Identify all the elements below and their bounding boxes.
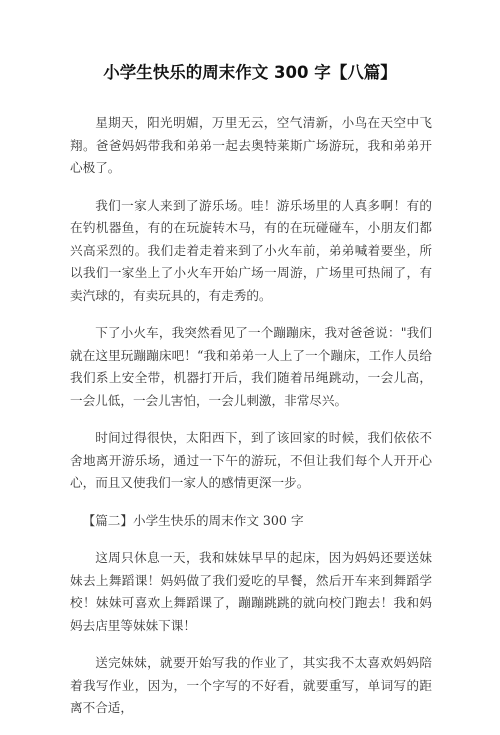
paragraph-6: 送完妹妹，就要开始写我的作业了，其实我不太喜欢妈妈陪着我写作业，因为，一个字写的不好看，就要重写，单词写的距离不合适，	[70, 655, 432, 715]
document-title: 小学生快乐的周末作文 300 字【八篇】	[103, 63, 397, 82]
section-subheading: 【篇二】小学生快乐的周末作文 300 字	[82, 512, 304, 528]
document-body	[70, 112, 432, 735]
paragraph-3: 下了小火车，我突然看见了一个蹦蹦床，我对爸爸说："我们就在这里玩蹦蹦床吧！“我和弟弟一人上了一个蹦床，工作人员给我们系上安全带，机器打开后，我们随着吊绳跳动，一会儿高，一会儿低，一会儿害怕，一会儿刺激，非常尽兴。	[70, 325, 432, 408]
paragraph-1: 星期天，阳光明媚，万里无云，空气清新，小鸟在天空中飞翔。爸爸妈妈带我和弟弟一起去奥特莱斯广场游玩，我和弟弟开心极了。	[70, 115, 432, 175]
paragraph-5: 这周只休息一天，我和妹妹早早的起床，因为妈妈还要送妹妹去上舞蹈课！妈妈做了我们爱吃的早餐，然后开车来到舞蹈学校！妹妹可喜欢上舞蹈课了，蹦蹦跳跳的就向校门跑去！我和妈妈去店里等妹妹下课！	[70, 550, 432, 633]
paragraph-4: 时间过得很快，太阳西下，到了该回家的时候，我们依依不舍地离开游乐场，通过一下午的游玩，不但让我们每个人开开心心，而且又使我们一家人的感情更深一步。	[70, 430, 432, 490]
paragraph-2: 我们一家人来到了游乐场。哇！游乐场里的人真多啊！有的在钓机器鱼，有的在玩旋转木马，有的在玩碰碰车，小朋友们都兴高采烈的。我们走着走着来到了小火车前，弟弟喊着要坐，所以我们一家坐上了小火车开始广场一周游，广场里可热闹了，有卖汽球的，有卖玩具的，有走秀的。	[70, 197, 432, 303]
